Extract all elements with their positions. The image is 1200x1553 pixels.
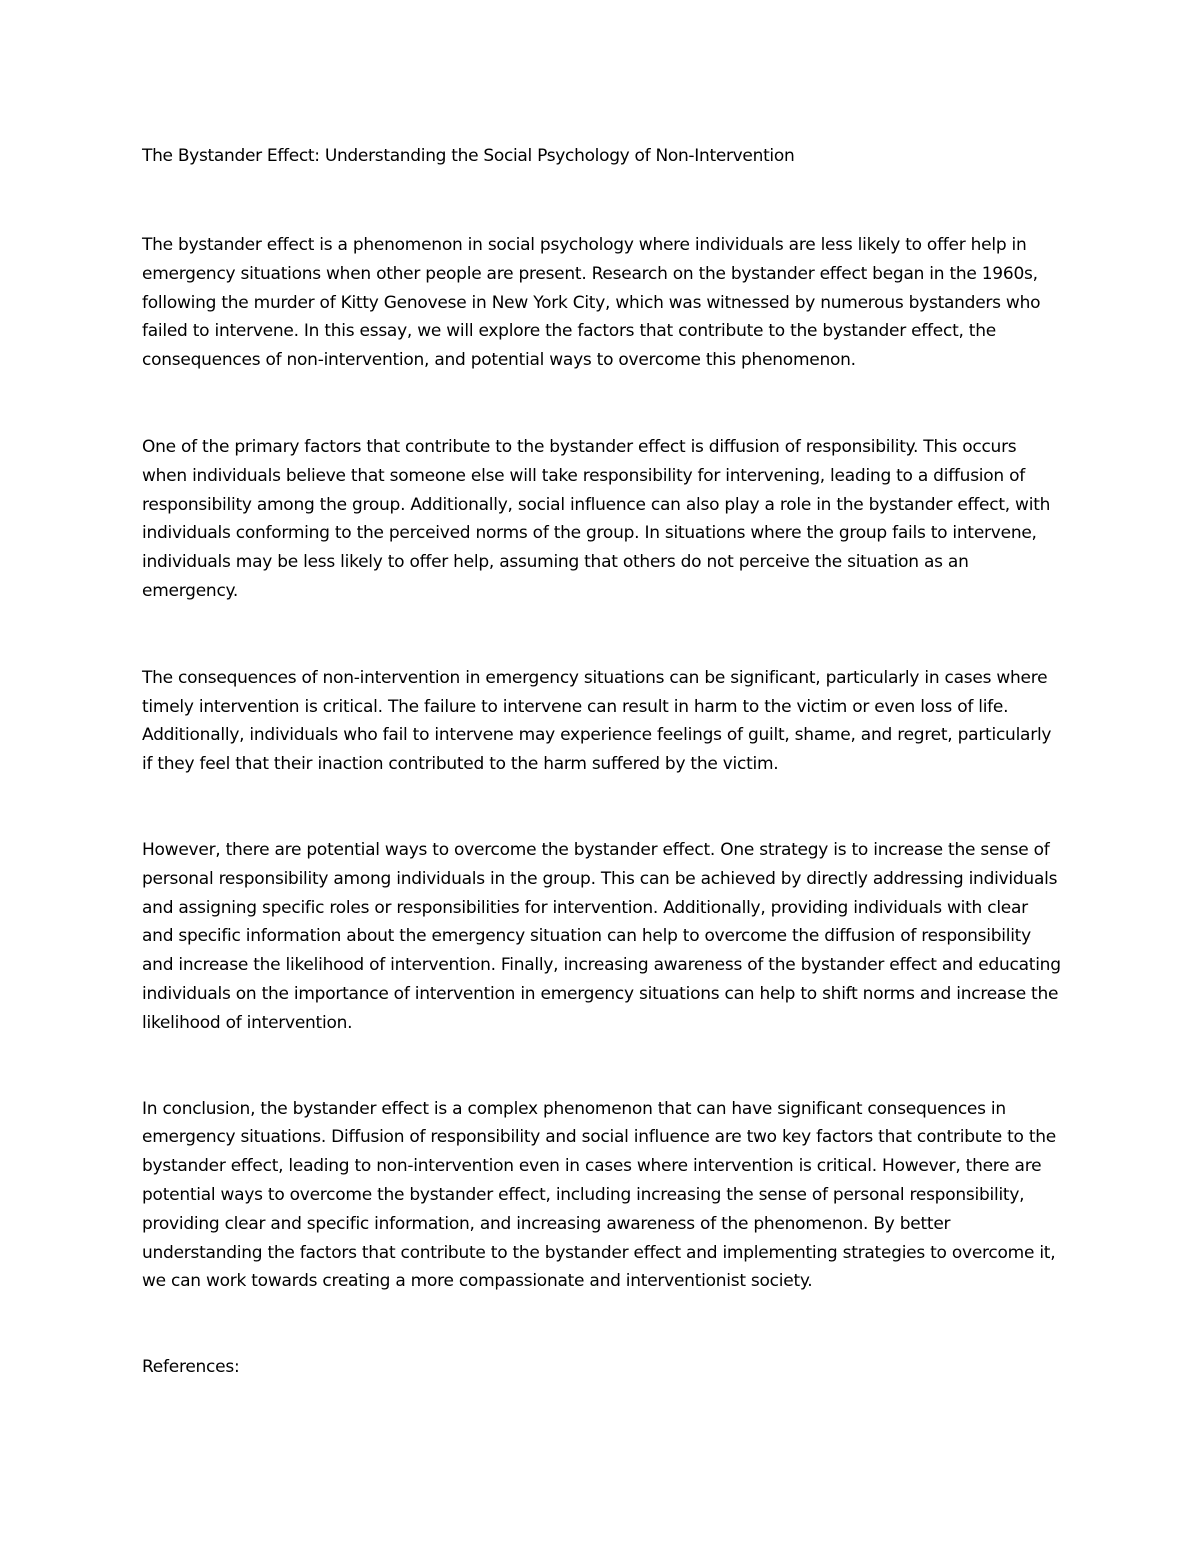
paragraph-consequences: The consequences of non-intervention in emergency situations can be significant, particularly in cases where timely intervention is critical. The failure to intervene can result in harm to the victim or even loss of life. Additionally, individuals who fail to intervene may experience feelings of guilt, shame, and regret, particularly if they feel that their inaction contributed to the harm suffered by the victim. — [142, 667, 1052, 775]
document-title: The Bystander Effect: Understanding the Social Psychology of Non-Intervention — [142, 146, 795, 166]
paragraph-solutions: However, there are potential ways to overcome the bystander effect. One strategy is to increase the sense of personal responsibility among individuals in the group. This can be achieved by directly addressing individuals and assigning specific roles or responsibilities for intervention. Additionally, providing individuals with clear and specific information about the emergency situation can help to overcome the diffusion of responsibility and increase the likelihood of intervention. Finally, increasing awareness of the bystander effect and educating individuals on the importance of intervention in emergency situations can help to shift norms and increase the likelihood of intervention. — [142, 839, 1061, 1033]
paragraph-introduction: The bystander effect is a phenomenon in social psychology where individuals are less likely to offer help in emergency situations when other people are present. Research on the bystander effect began in the 1960s, following the murder of Kitty Genovese in New York City, which was witnessed by numerous bystanders who failed to intervene. In this essay, we will explore the factors that contribute to the bystander effect, the consequences of non-intervention, and potential ways to overcome this phenomenon. — [142, 235, 1041, 371]
references-heading: References: — [142, 1357, 240, 1378]
document-body — [142, 142, 1062, 1382]
paragraph-conclusion: In conclusion, the bystander effect is a complex phenomenon that can have significant consequences in emergency situations. Diffusion of responsibility and social influence are two key factors that contribute to the bystander effect, leading to non-intervention even in cases where intervention is critical. However, there are potential ways to overcome the bystander effect, including increasing the sense of personal responsibility, providing clear and specific information, and increasing awareness of the phenomenon. By better understanding the factors that contribute to the bystander effect and implementing strategies to overcome it, we can work towards creating a more compassionate and interventionist society. — [142, 1098, 1056, 1292]
paragraph-factors: One of the primary factors that contribute to the bystander effect is diffusion of responsibility. This occurs when individuals believe that someone else will take responsibility for intervening, leading to a diffusion of responsibility among the group. Additionally, social influence can also play a role in the bystander effect, with individuals conforming to the perceived norms of the group. In situations where the group fails to intervene, individuals may be less likely to offer help, assuming that others do not perceive the situation as an emergency. — [142, 436, 1051, 601]
